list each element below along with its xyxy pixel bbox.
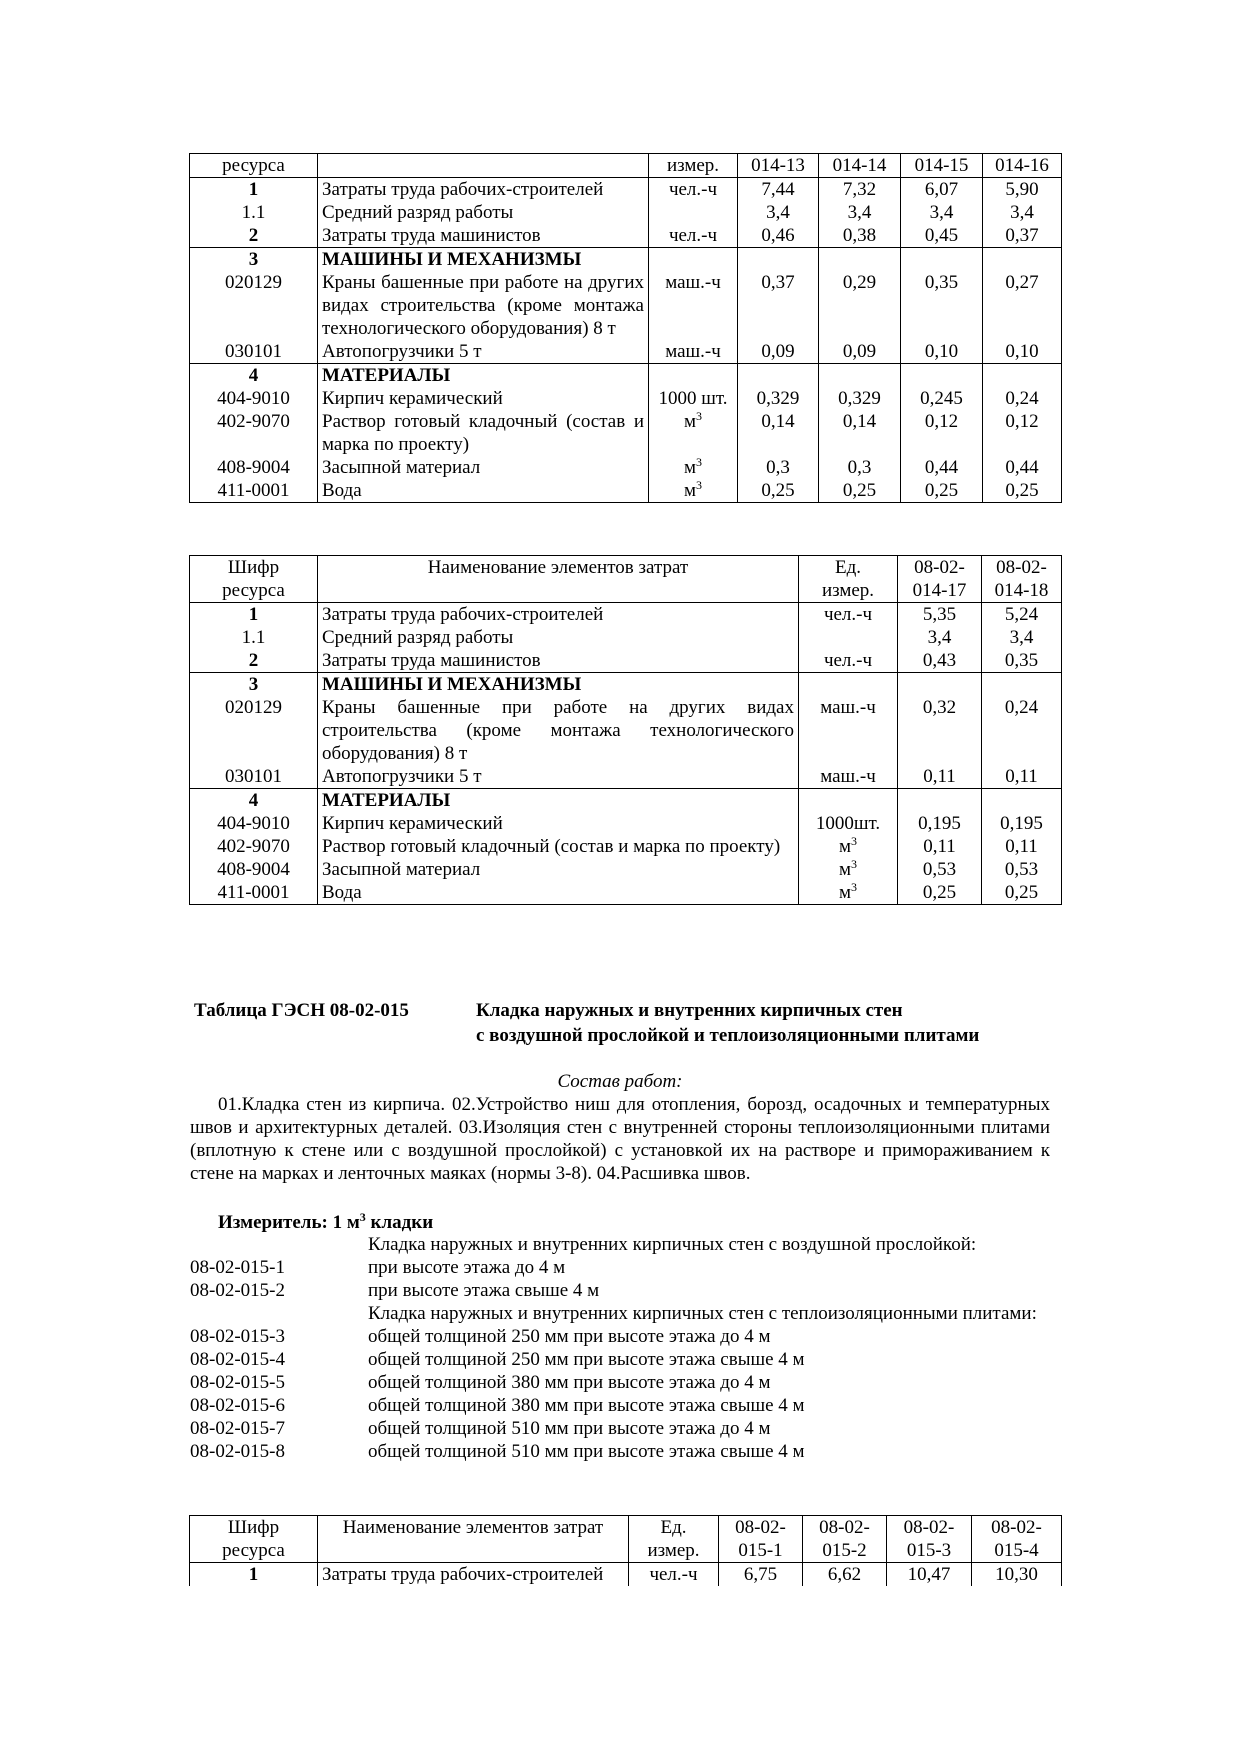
resource-value: 0,37 bbox=[738, 271, 819, 340]
resource-value: 0,44 bbox=[983, 456, 1062, 479]
resource-code: 408-9004 bbox=[190, 858, 318, 881]
resource-value: 0,12 bbox=[901, 410, 983, 456]
unit-exponent: 3 bbox=[851, 880, 858, 894]
variant-code: 08-02-015-1 bbox=[190, 1257, 285, 1278]
table-row bbox=[190, 479, 1062, 503]
table-row bbox=[190, 696, 1062, 765]
resource-unit bbox=[649, 248, 738, 272]
header-unit-line: измер. bbox=[821, 580, 875, 601]
resource-value: 0,43 bbox=[898, 649, 982, 673]
table-row bbox=[190, 410, 1062, 456]
variant-row bbox=[190, 1440, 1050, 1463]
table-row bbox=[190, 248, 1062, 272]
resource-value: 3,4 bbox=[901, 201, 983, 224]
resource-code: 2 bbox=[190, 224, 318, 248]
unit-exponent: 3 bbox=[851, 834, 858, 848]
resource-table-014-13-16 bbox=[189, 153, 1062, 503]
variant-row bbox=[190, 1233, 1050, 1256]
resource-unit: маш.-ч bbox=[649, 340, 738, 364]
header-code: ресурса bbox=[190, 154, 318, 178]
resource-table-015 bbox=[189, 1515, 1062, 1586]
resource-unit: чел.-ч bbox=[799, 603, 898, 627]
variant-code bbox=[190, 1302, 368, 1325]
header-code-line: ресурса bbox=[222, 580, 285, 601]
resource-value bbox=[901, 364, 983, 388]
resource-unit: маш.-ч bbox=[799, 696, 898, 765]
resource-name: Затраты труда машинистов bbox=[318, 649, 799, 673]
resource-code: 411-0001 bbox=[190, 479, 318, 503]
resource-value: 3,4 bbox=[983, 201, 1062, 224]
resource-code: 1.1 bbox=[190, 626, 318, 649]
resource-value: 0,24 bbox=[982, 696, 1062, 765]
header-col-line: 08-02- bbox=[903, 1517, 955, 1538]
header-col: 014-16 bbox=[983, 154, 1062, 178]
resource-name: МАШИНЫ И МЕХАНИЗМЫ bbox=[318, 248, 649, 272]
resource-value: 0,25 bbox=[901, 479, 983, 503]
resource-unit: чел.-ч bbox=[799, 649, 898, 673]
resource-value: 0,245 bbox=[901, 387, 983, 410]
header-col-line: 08-02- bbox=[991, 1517, 1042, 1538]
resource-value: 0,38 bbox=[819, 224, 901, 248]
resource-value bbox=[982, 789, 1062, 813]
variant-text: общей толщиной 510 мм при высоте этажа до 4 м bbox=[368, 1418, 771, 1439]
table-row bbox=[190, 789, 1062, 813]
resource-value: 7,32 bbox=[819, 178, 901, 202]
resource-value bbox=[983, 248, 1062, 272]
resource-value: 0,3 bbox=[819, 456, 901, 479]
unit-base: м bbox=[683, 480, 697, 501]
resource-value: 0,14 bbox=[738, 410, 819, 456]
variant-row bbox=[190, 1256, 1050, 1279]
variant-text: Кладка наружных и внутренних кирпичных стен с воздушной прослойкой: bbox=[368, 1234, 977, 1255]
resource-code: 4 bbox=[190, 364, 318, 388]
header-col bbox=[898, 556, 982, 603]
unit-base: м bbox=[683, 411, 697, 432]
resource-value: 0,25 bbox=[819, 479, 901, 503]
resource-code: 402-9070 bbox=[190, 835, 318, 858]
resource-code: 2 bbox=[190, 649, 318, 673]
resource-unit bbox=[649, 364, 738, 388]
resource-value: 0,27 bbox=[983, 271, 1062, 340]
resource-value bbox=[901, 248, 983, 272]
resource-value bbox=[819, 364, 901, 388]
header-col-line: 015-1 bbox=[738, 1540, 783, 1561]
resource-value bbox=[738, 248, 819, 272]
resource-name: Вода bbox=[318, 881, 799, 905]
header-name: Наименование элементов затрат bbox=[318, 1516, 629, 1563]
table-row bbox=[190, 881, 1062, 905]
header-col-line: 015-4 bbox=[994, 1540, 1039, 1561]
header-code-line: Шифр bbox=[227, 557, 280, 578]
variant-row bbox=[190, 1302, 1050, 1325]
header-col bbox=[887, 1516, 972, 1563]
table-row bbox=[190, 765, 1062, 789]
variant-text: общей толщиной 380 мм при высоте этажа свыше 4 м bbox=[368, 1395, 805, 1416]
resource-value: 0,11 bbox=[898, 835, 982, 858]
resource-code: 1 bbox=[190, 1563, 318, 1587]
composition-text: 01.Кладка стен из кирпича. 02.Устройство ниш для отопления, борозд, осадочных и температурных швов и архитектурных деталей. 03.Изоляция стен с внутренней стороны теплоизоляционными плитами (вплотную к стене или с воздушной прослойкой) с установкой их на растворе и примораживанием к стене на марках и ленточных маяках (нормы 3-8). 04.Расшивка швов. bbox=[190, 1094, 1050, 1184]
resource-name: Средний разряд работы bbox=[318, 201, 649, 224]
header-col: 014-14 bbox=[819, 154, 901, 178]
measure-prefix: Измеритель: 1 м bbox=[218, 1212, 360, 1233]
resource-unit bbox=[649, 410, 738, 456]
resource-value: 6,75 bbox=[719, 1563, 803, 1587]
resource-name: МАШИНЫ И МЕХАНИЗМЫ bbox=[318, 673, 799, 697]
resource-unit bbox=[649, 479, 738, 503]
variant-row bbox=[190, 1371, 1050, 1394]
resource-value bbox=[898, 789, 982, 813]
header-col: 014-13 bbox=[738, 154, 819, 178]
header-col-line: 08-02- bbox=[996, 557, 1047, 578]
resource-name: Кирпич керамический bbox=[318, 387, 649, 410]
variant-text: при высоте этажа свыше 4 м bbox=[368, 1280, 600, 1301]
resource-value: 0,32 bbox=[898, 696, 982, 765]
table-row bbox=[190, 858, 1062, 881]
variant-code bbox=[190, 1233, 368, 1256]
header-col-line: 015-3 bbox=[906, 1540, 952, 1561]
resource-name: Затраты труда машинистов bbox=[318, 224, 649, 248]
resource-value: 0,25 bbox=[983, 479, 1062, 503]
variant-text: общей толщиной 250 мм при высоте этажа свыше 4 м bbox=[368, 1349, 805, 1370]
header-unit-line: Ед. bbox=[660, 1517, 687, 1538]
header-col bbox=[719, 1516, 803, 1563]
resource-code: 402-9070 bbox=[190, 410, 318, 456]
header-col-line: 08-02- bbox=[735, 1517, 786, 1538]
resource-value: 10,30 bbox=[972, 1563, 1062, 1587]
resource-value: 0,46 bbox=[738, 224, 819, 248]
resource-value: 7,44 bbox=[738, 178, 819, 202]
resource-code: 3 bbox=[190, 673, 318, 697]
resource-name: Раствор готовый кладочный (состав и марка по проекту) bbox=[318, 835, 799, 858]
resource-unit bbox=[649, 201, 738, 224]
composition-block bbox=[190, 1070, 1050, 1185]
resource-value: 0,37 bbox=[983, 224, 1062, 248]
resource-value: 3,4 bbox=[982, 626, 1062, 649]
header-col bbox=[972, 1516, 1062, 1563]
variant-text: общей толщиной 250 мм при высоте этажа до 4 м bbox=[368, 1326, 771, 1347]
resource-unit: маш.-ч bbox=[649, 271, 738, 340]
variant-row bbox=[190, 1417, 1050, 1440]
resource-name: Вода bbox=[318, 479, 649, 503]
header-col bbox=[803, 1516, 887, 1563]
resource-name: МАТЕРИАЛЫ bbox=[318, 789, 799, 813]
variant-row bbox=[190, 1279, 1050, 1302]
resource-unit bbox=[799, 835, 898, 858]
resource-value: 0,195 bbox=[898, 812, 982, 835]
resource-unit bbox=[799, 626, 898, 649]
measure-unit bbox=[218, 1211, 433, 1234]
unit-base: м bbox=[838, 882, 852, 903]
resource-name: Автопогрузчики 5 т bbox=[318, 765, 799, 789]
unit-exponent: 3 bbox=[696, 409, 703, 423]
resource-value: 0,25 bbox=[738, 479, 819, 503]
resource-unit bbox=[799, 789, 898, 813]
resource-value: 3,4 bbox=[819, 201, 901, 224]
header-col-line: 015-2 bbox=[822, 1540, 867, 1561]
resource-name: Средний разряд работы bbox=[318, 626, 799, 649]
variant-text: Кладка наружных и внутренних кирпичных стен с теплоизоляционными плитами: bbox=[368, 1303, 1037, 1324]
resource-value: 0,45 bbox=[901, 224, 983, 248]
resource-unit: 1000шт. bbox=[799, 812, 898, 835]
resource-name: Раствор готовый кладочный (состав и марка по проекту) bbox=[318, 410, 649, 456]
variant-code: 08-02-015-6 bbox=[190, 1395, 285, 1416]
resource-name: Засыпной материал bbox=[318, 456, 649, 479]
resource-value: 0,14 bbox=[819, 410, 901, 456]
measure-suffix: кладки bbox=[365, 1212, 434, 1233]
table-row bbox=[190, 456, 1062, 479]
header-col-line: 08-02- bbox=[914, 557, 965, 578]
resource-code: 404-9010 bbox=[190, 812, 318, 835]
header-code bbox=[190, 556, 318, 603]
variant-code: 08-02-015-5 bbox=[190, 1372, 285, 1393]
resource-value: 0,44 bbox=[901, 456, 983, 479]
resource-value bbox=[819, 248, 901, 272]
table-row bbox=[190, 649, 1062, 673]
variant-row bbox=[190, 1394, 1050, 1417]
resource-value: 0,3 bbox=[738, 456, 819, 479]
variant-row bbox=[190, 1348, 1050, 1371]
resource-value bbox=[983, 364, 1062, 388]
table-row bbox=[190, 224, 1062, 248]
header-name bbox=[318, 154, 649, 178]
table-header-row bbox=[190, 556, 1062, 603]
section-title-line: с воздушной прослойкой и теплоизоляционными плитами bbox=[476, 1025, 980, 1046]
table-row bbox=[190, 271, 1062, 340]
table-row bbox=[190, 340, 1062, 364]
resource-value: 0,10 bbox=[983, 340, 1062, 364]
resource-value: 0,24 bbox=[983, 387, 1062, 410]
resource-unit: 1000 шт. bbox=[649, 387, 738, 410]
resource-name: Кирпич керамический bbox=[318, 812, 799, 835]
table-row bbox=[190, 201, 1062, 224]
resource-value: 6,62 bbox=[803, 1563, 887, 1587]
resource-code: 1 bbox=[190, 603, 318, 627]
composition-heading: Состав работ: bbox=[557, 1071, 683, 1092]
variant-code: 08-02-015-2 bbox=[190, 1280, 285, 1301]
resource-value: 3,4 bbox=[738, 201, 819, 224]
unit-exponent: 3 bbox=[851, 857, 858, 871]
resource-value: 5,35 bbox=[898, 603, 982, 627]
resource-value bbox=[982, 673, 1062, 697]
resource-name: Затраты труда рабочих-строителей bbox=[318, 603, 799, 627]
resource-value: 0,195 bbox=[982, 812, 1062, 835]
resource-code: 411-0001 bbox=[190, 881, 318, 905]
resource-name: Затраты труда рабочих-строителей bbox=[318, 1563, 629, 1587]
resource-value: 0,329 bbox=[738, 387, 819, 410]
table-row bbox=[190, 387, 1062, 410]
resource-name: Краны башенные при работе на других видах строительства (кроме монтажа технологического оборудования) 8 т bbox=[318, 696, 799, 765]
resource-unit bbox=[799, 881, 898, 905]
variant-code: 08-02-015-7 bbox=[190, 1418, 285, 1439]
resource-name: МАТЕРИАЛЫ bbox=[318, 364, 649, 388]
resource-name: Краны башенные при работе на других видах строительства (кроме монтажа технологического оборудования) 8 т bbox=[318, 271, 649, 340]
resource-unit bbox=[649, 456, 738, 479]
header-unit-line: Ед. bbox=[834, 557, 862, 578]
resource-value: 3,4 bbox=[898, 626, 982, 649]
unit-exponent: 3 bbox=[696, 455, 703, 469]
variant-code: 08-02-015-4 bbox=[190, 1349, 285, 1370]
resource-code: 4 bbox=[190, 789, 318, 813]
unit-base: м bbox=[838, 859, 852, 880]
header-code bbox=[190, 1516, 318, 1563]
resource-value: 5,24 bbox=[982, 603, 1062, 627]
table-id: Таблица ГЭСН 08-02-015 bbox=[194, 1000, 409, 1021]
resource-value: 0,11 bbox=[982, 765, 1062, 789]
header-code-line: ресурса bbox=[222, 1540, 285, 1561]
resource-value: 0,53 bbox=[898, 858, 982, 881]
header-name: Наименование элементов затрат bbox=[318, 556, 799, 603]
resource-table-014-17-18 bbox=[189, 555, 1062, 905]
header-code-line: Шифр bbox=[227, 1517, 280, 1538]
variant-text: общей толщиной 380 мм при высоте этажа до 4 м bbox=[368, 1372, 771, 1393]
table-row bbox=[190, 603, 1062, 627]
resource-value: 0,11 bbox=[898, 765, 982, 789]
variant-row bbox=[190, 1325, 1050, 1348]
norm-variants-list bbox=[190, 1233, 1050, 1463]
header-unit bbox=[629, 1516, 719, 1563]
resource-value: 0,35 bbox=[982, 649, 1062, 673]
resource-value: 0,09 bbox=[738, 340, 819, 364]
resource-code: 404-9010 bbox=[190, 387, 318, 410]
header-unit bbox=[799, 556, 898, 603]
measure-sup: 3 bbox=[359, 1210, 366, 1224]
table-row bbox=[190, 1563, 1062, 1587]
resource-value: 0,12 bbox=[983, 410, 1062, 456]
header-unit: измер. bbox=[649, 154, 738, 178]
resource-name: Автопогрузчики 5 т bbox=[318, 340, 649, 364]
resource-code: 3 bbox=[190, 248, 318, 272]
resource-unit bbox=[799, 858, 898, 881]
resource-value: 0,10 bbox=[901, 340, 983, 364]
unit-base: м bbox=[838, 836, 852, 857]
resource-value bbox=[738, 364, 819, 388]
resource-value: 6,07 bbox=[901, 178, 983, 202]
header-col-line: 08-02- bbox=[819, 1517, 870, 1538]
variant-code: 08-02-015-8 bbox=[190, 1441, 285, 1462]
header-col bbox=[982, 556, 1062, 603]
variant-text: при высоте этажа до 4 м bbox=[368, 1257, 566, 1278]
resource-code: 020129 bbox=[190, 696, 318, 765]
table-row bbox=[190, 364, 1062, 388]
resource-unit: чел.-ч bbox=[629, 1563, 719, 1587]
table-row bbox=[190, 673, 1062, 697]
resource-value: 0,29 bbox=[819, 271, 901, 340]
resource-value: 0,329 bbox=[819, 387, 901, 410]
resource-value bbox=[898, 673, 982, 697]
resource-code: 408-9004 bbox=[190, 456, 318, 479]
table-row bbox=[190, 178, 1062, 202]
variant-code: 08-02-015-3 bbox=[190, 1326, 285, 1347]
resource-value: 0,25 bbox=[898, 881, 982, 905]
header-col: 014-15 bbox=[901, 154, 983, 178]
resource-unit bbox=[799, 673, 898, 697]
section-title-line: Кладка наружных и внутренних кирпичных стен bbox=[476, 1000, 903, 1021]
resource-unit: маш.-ч bbox=[799, 765, 898, 789]
header-unit-line: измер. bbox=[647, 1540, 700, 1561]
resource-value: 0,09 bbox=[819, 340, 901, 364]
section-title bbox=[476, 998, 979, 1048]
resource-value: 10,47 bbox=[887, 1563, 972, 1587]
table-row bbox=[190, 812, 1062, 835]
resource-value: 0,11 bbox=[982, 835, 1062, 858]
table-row bbox=[190, 835, 1062, 858]
resource-value: 0,25 bbox=[982, 881, 1062, 905]
resource-value: 5,90 bbox=[983, 178, 1062, 202]
header-col-line: 014-18 bbox=[994, 580, 1049, 601]
unit-exponent: 3 bbox=[696, 478, 703, 492]
resource-code: 1 bbox=[190, 178, 318, 202]
unit-base: м bbox=[683, 457, 697, 478]
table-header-row bbox=[190, 1516, 1062, 1563]
resource-code: 030101 bbox=[190, 765, 318, 789]
resource-code: 1.1 bbox=[190, 201, 318, 224]
variant-text: общей толщиной 510 мм при высоте этажа свыше 4 м bbox=[368, 1441, 805, 1462]
resource-unit: чел.-ч bbox=[649, 178, 738, 202]
resource-name: Засыпной материал bbox=[318, 858, 799, 881]
resource-code: 030101 bbox=[190, 340, 318, 364]
header-col-line: 014-17 bbox=[912, 580, 967, 601]
resource-unit: чел.-ч bbox=[649, 224, 738, 248]
resource-value: 0,53 bbox=[982, 858, 1062, 881]
table-header-row bbox=[190, 154, 1062, 178]
resource-value: 0,35 bbox=[901, 271, 983, 340]
table-row bbox=[190, 626, 1062, 649]
resource-name: Затраты труда рабочих-строителей bbox=[318, 178, 649, 202]
resource-code: 020129 bbox=[190, 271, 318, 340]
